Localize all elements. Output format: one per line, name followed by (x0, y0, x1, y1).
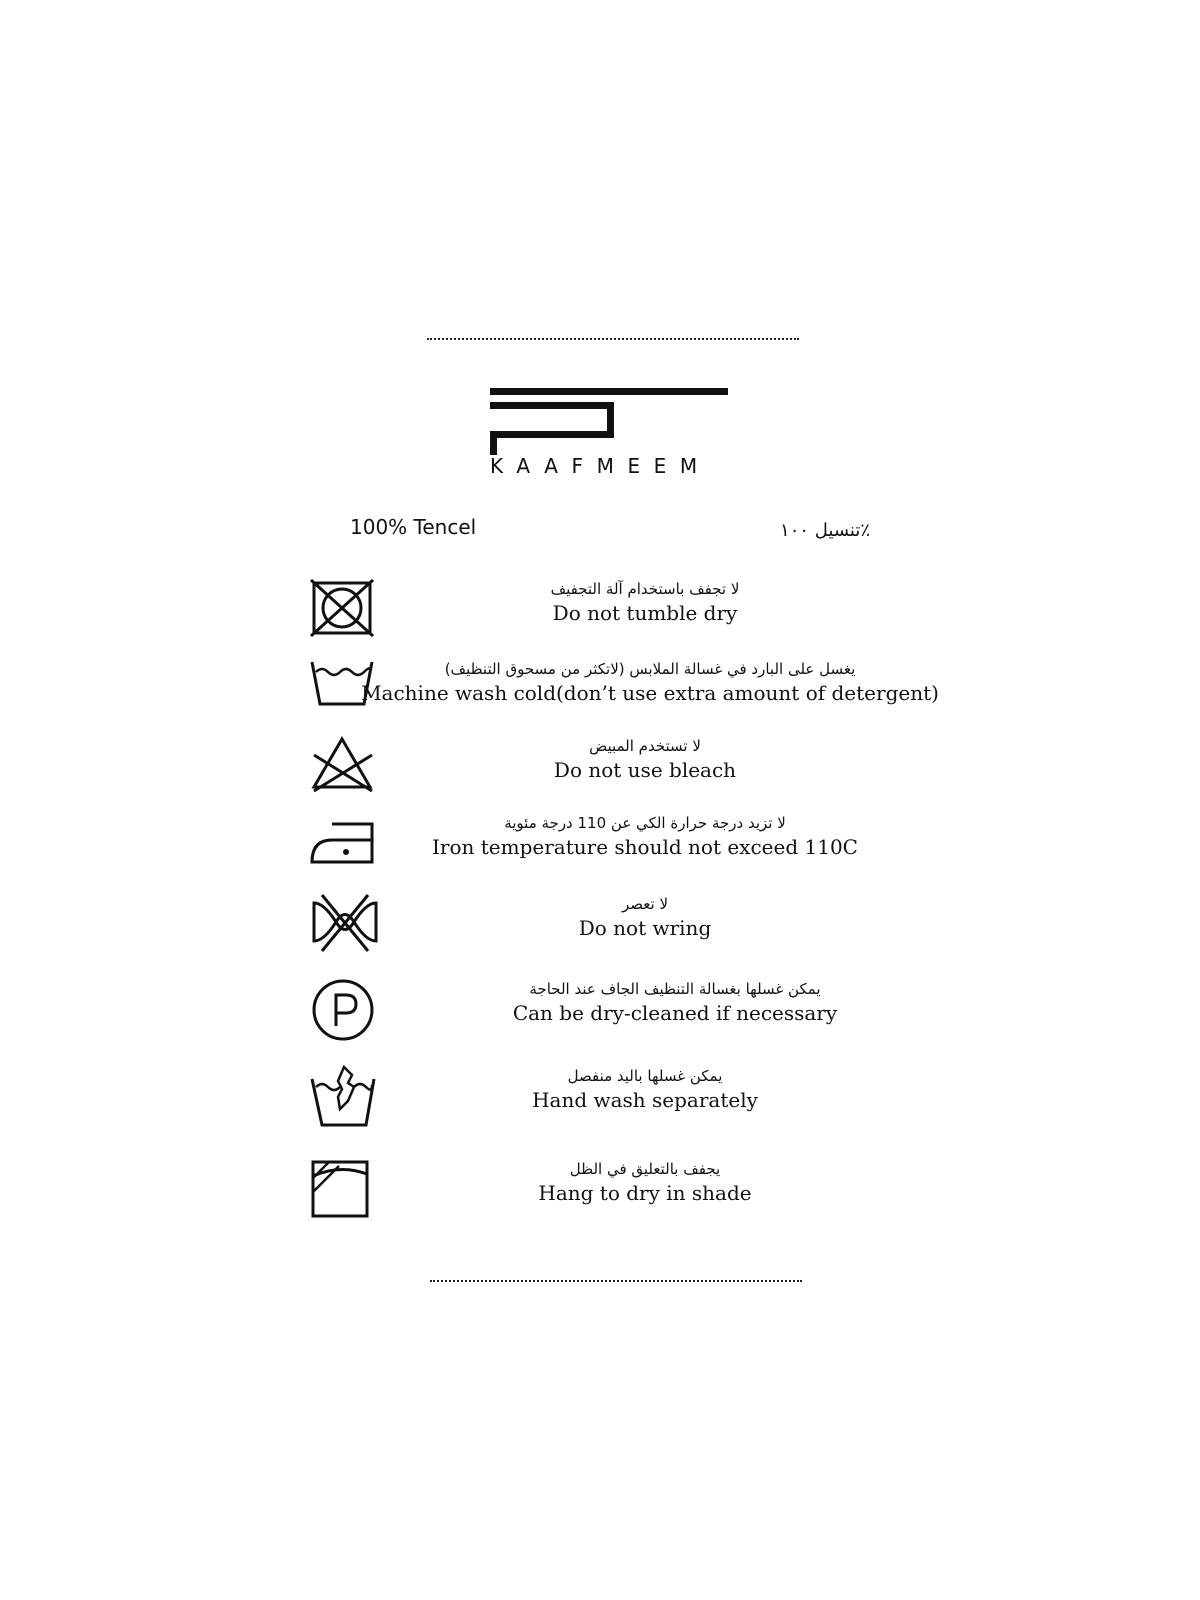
care-text-english: Do not wring (578, 916, 712, 940)
line-dry-in-shade-icon (310, 1158, 378, 1222)
iron-low-temperature-icon (310, 812, 378, 876)
care-text (380, 578, 910, 626)
fabric-composition-arabic: ٪تنسيل ١٠٠ (780, 520, 870, 541)
care-text-english: Can be dry-cleaned if necessary (512, 1001, 838, 1025)
care-text-arabic: لا تزيد درجة حرارة الكي عن 110 درجة مئوية (504, 814, 786, 832)
care-instruction (310, 812, 910, 876)
care-text-english: Hand wash separately (532, 1088, 758, 1112)
do-not-bleach-icon (310, 735, 378, 799)
fabric-composition-english: 100% Tencel (350, 515, 477, 539)
care-text-arabic: يمكن غسلها باليد منفصل (567, 1067, 723, 1085)
brand-name: KAAFMEEM (490, 454, 711, 478)
care-text-arabic: لا تستخدم المبيض (589, 737, 701, 755)
care-text-english: Iron temperature should not exceed 110C (432, 835, 858, 859)
care-instruction (310, 1158, 910, 1222)
do-not-wring-icon (310, 893, 378, 957)
care-instruction (310, 1065, 910, 1129)
top-dotted-separator (427, 338, 799, 340)
care-text (350, 658, 950, 706)
care-instruction (310, 578, 910, 642)
care-instruction (310, 735, 910, 799)
care-text-arabic: يمكن غسلها بغسالة التنظيف الجاف عند الحاجة (529, 980, 821, 998)
do-not-tumble-dry-icon (310, 578, 378, 642)
care-text-english: Machine wash cold(don’t use extra amount of detergent) (361, 681, 939, 705)
care-text-english: Do not tumble dry (552, 601, 738, 625)
care-text (410, 978, 940, 1026)
care-text-arabic: يغسل على البارد في غسالة الملابس (لاتكثر من مسحوق التنظيف) (444, 660, 856, 678)
brand-logo (490, 388, 730, 488)
dry-clean-p-icon (310, 978, 378, 1042)
care-instruction (310, 658, 939, 722)
care-text-english: Hang to dry in shade (538, 1181, 752, 1205)
care-text (380, 1065, 910, 1113)
care-text-english: Do not use bleach (553, 758, 737, 782)
care-text-arabic: لا تجفف باستخدام آلة التجفيف (550, 580, 740, 598)
hand-wash-icon (310, 1065, 378, 1129)
care-instruction (310, 893, 910, 957)
care-text (380, 1158, 910, 1206)
care-text-arabic: يجفف بالتعليق في الظل (569, 1160, 721, 1178)
care-text-arabic: لا تعصر (621, 895, 669, 913)
kaafmeem-monogram-icon (490, 388, 730, 458)
care-text (380, 812, 910, 860)
care-text (380, 893, 910, 941)
care-text (380, 735, 910, 783)
bottom-dotted-separator (430, 1280, 802, 1282)
care-instruction (310, 978, 910, 1042)
